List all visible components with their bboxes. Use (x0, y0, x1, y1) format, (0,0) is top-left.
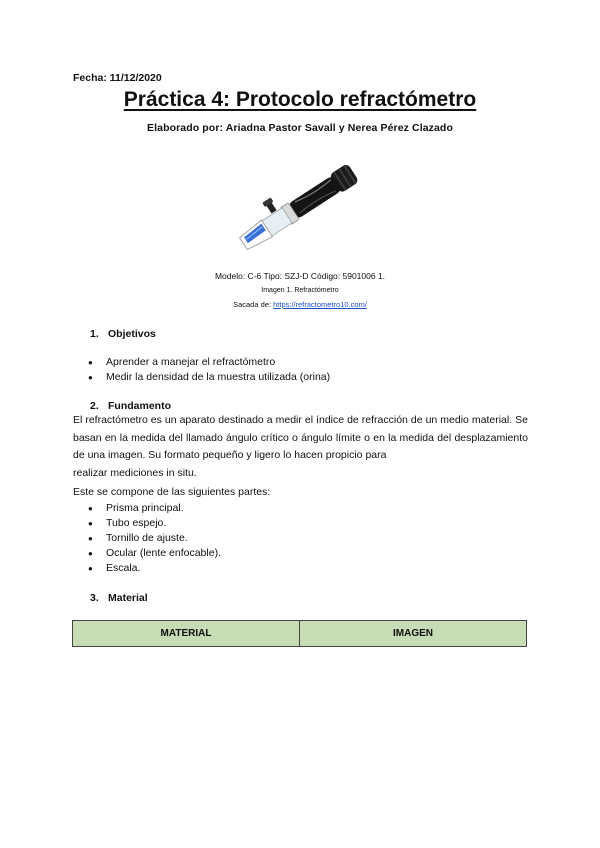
fundamento-paragraph-end: realizar mediciones in situ. (73, 466, 197, 479)
authors-line: Elaborado por: Ariadna Pastor Savall y Nerea Pérez Clazado (147, 122, 453, 134)
section-title: Material (108, 592, 148, 604)
section-title: Fundamento (108, 400, 171, 412)
source-link[interactable]: https://refractometro10.com/ (273, 300, 367, 309)
list-item: ● Tubo espejo. (88, 517, 167, 529)
bullet-icon: ● (88, 504, 93, 513)
material-table (72, 620, 527, 647)
page-title-text: Práctica 4: Protocolo refractómetro (123, 88, 477, 111)
section-heading-fundamento (90, 400, 171, 412)
parts-list (88, 501, 221, 576)
source-label: Sacada de: (233, 300, 274, 309)
column-header-imagen: IMAGEN (300, 621, 527, 647)
figure-caption-image: Imagen 1. Refractómetro (261, 287, 339, 294)
fundamento-paragraph-body: El refractómetro es un aparato destinado a medir el índice de refracción de un medio material. Se basan en la medida del llamado ángulo crítico o ángulo límite o en la medida del desplazamiento de una imagen. Su formato pequeño y ligero lo hacen propicio para (73, 414, 528, 461)
bullet-icon: ● (88, 358, 93, 367)
parts-intro: Este se compone de las siguientes partes: (73, 486, 271, 498)
bullet-icon: ● (88, 564, 93, 573)
section-number: 2. (90, 400, 99, 412)
list-item: ● Tornillo de ajuste. (88, 532, 188, 544)
column-header-material: MATERIAL (73, 621, 300, 647)
section-number: 3. (90, 592, 99, 604)
section-heading-objetivos (90, 328, 156, 340)
refractometer-image (228, 150, 378, 260)
list-item: ● Escala. (88, 562, 141, 574)
fundamento-paragraph (73, 412, 528, 482)
bullet-icon: ● (88, 534, 93, 543)
section-number: 1. (90, 328, 99, 340)
page-title (0, 88, 600, 112)
list-item: ● Ocular (lente enfocable). (88, 547, 221, 559)
list-item: ● Medir la densidad de la muestra utilizada (orina) (88, 371, 331, 383)
bullet-icon: ● (88, 519, 93, 528)
list-item: ● Aprender a manejar el refractómetro (88, 356, 276, 368)
figure-caption-source (0, 300, 600, 309)
table-header-row (73, 621, 527, 647)
date-line: Fecha: 11/12/2020 (73, 72, 162, 84)
objetivos-list (88, 355, 330, 385)
list-item: ● Prisma principal. (88, 502, 184, 514)
bullet-icon: ● (88, 373, 93, 382)
figure-caption-model: Modelo: C-6 Tipo: SZJ-D Código: 5901006 1. (214, 271, 386, 281)
section-title: Objetivos (108, 328, 156, 340)
bullet-icon: ● (88, 549, 93, 558)
section-heading-material (90, 592, 148, 604)
